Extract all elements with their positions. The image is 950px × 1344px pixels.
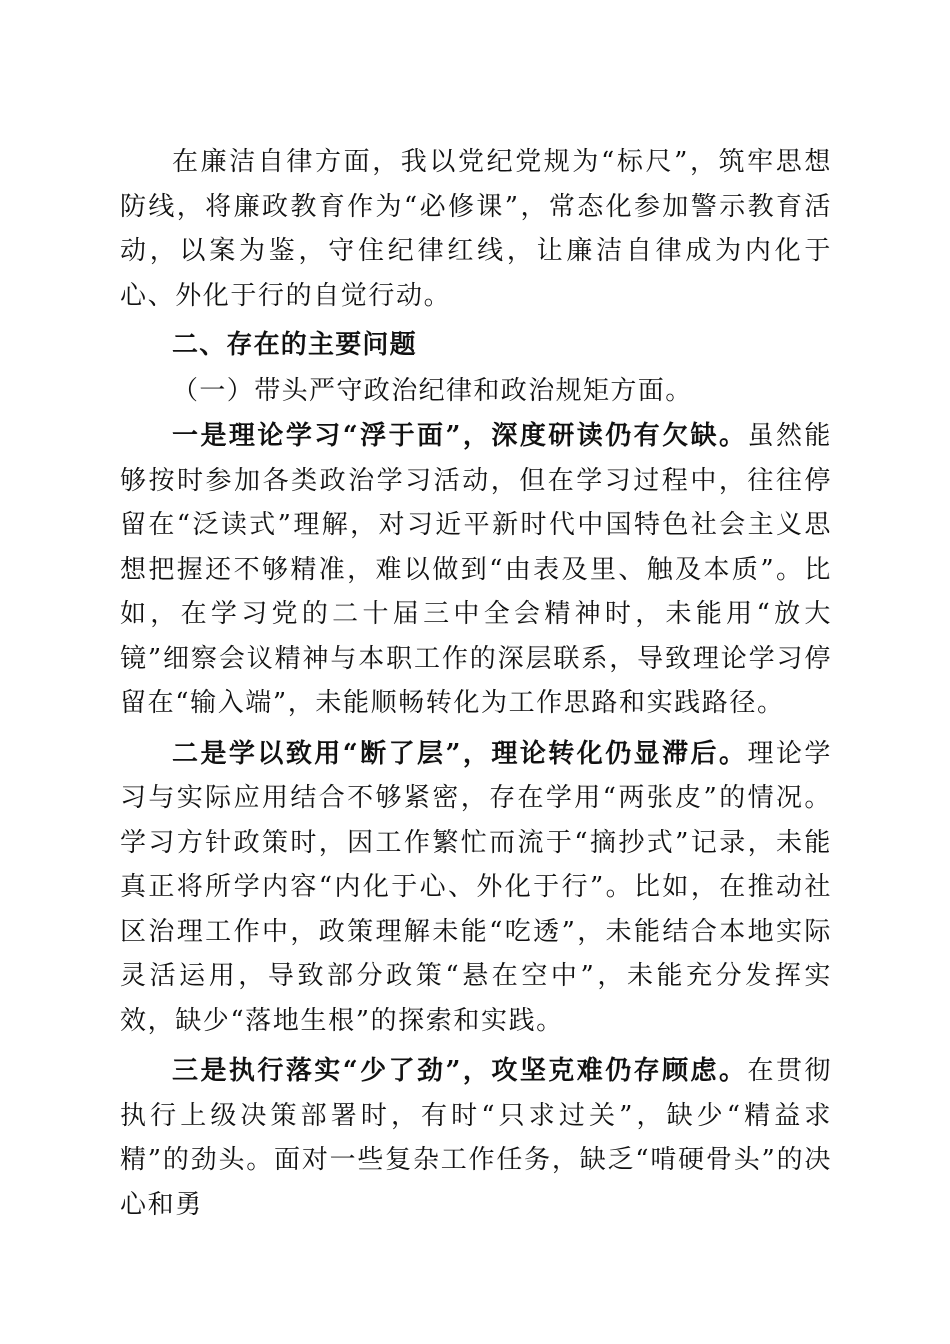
problem-item-3 (120, 1049, 832, 1227)
section-heading: 二、存在的主要问题 (172, 330, 417, 360)
problem-item-1 (120, 414, 832, 726)
problem-item-2-body: 理论学习与实际应用结合不够紧密，存在学用“两张皮”的情况。学习方针政策时，因工作繁忙而流于“摘抄式”记录，未能真正将所学内容“内化于心、外化于行”。比如，在推动社区治理工作中，政策理解未能“吃透”，未能结合本地实际灵活运用，导致部分政策“悬在空中”，未能充分发挥实效，缺少“落地生根”的探索和实践。 (120, 738, 832, 1036)
problem-item-1-lead: 一是理论学习“浮于面”，深度研读仍有欠缺。 (172, 421, 748, 451)
problem-item-2-lead: 二是学以致用“断了层”，理论转化仍显滞后。 (172, 738, 748, 769)
subsection-heading: （一）带头严守政治纪律和政治规矩方面。 (172, 376, 693, 406)
problem-item-2 (120, 732, 832, 1044)
problem-item-3-lead: 三是执行落实“少了劲”，攻坚克难仍存顾虑。 (172, 1056, 748, 1086)
intro-paragraph: 在廉洁自律方面，我以党纪党规为“标尺”，筑牢思想防线，将廉政教育作为“必修课”，常态化参加警示教育活动，以案为鉴，守住纪律红线，让廉洁自律成为内化于心、外化于行的自觉行动。 (120, 147, 832, 311)
problem-item-3-body: 在贯彻执行上级决策部署时，有时“只求过关”，缺少“精益求精”的劲头。面对一些复杂工作任务，缺乏“啃硬骨头”的决心和勇 (120, 1056, 832, 1220)
problem-item-1-body: 虽然能够按时参加各类政治学习活动，但在学习过程中，往往停留在“泛读式”理解，对习近平新时代中国特色社会主义思想把握还不够精准，难以做到“由表及里、触及本质”。比如，在学习党的二十届三中全会精神时，未能用“放大镜”细察会议精神与本职工作的深层联系，导致理论学习停留在“输入端”，未能顺畅转化为工作思路和实践路径。 (120, 421, 832, 718)
document-body (120, 140, 832, 1227)
